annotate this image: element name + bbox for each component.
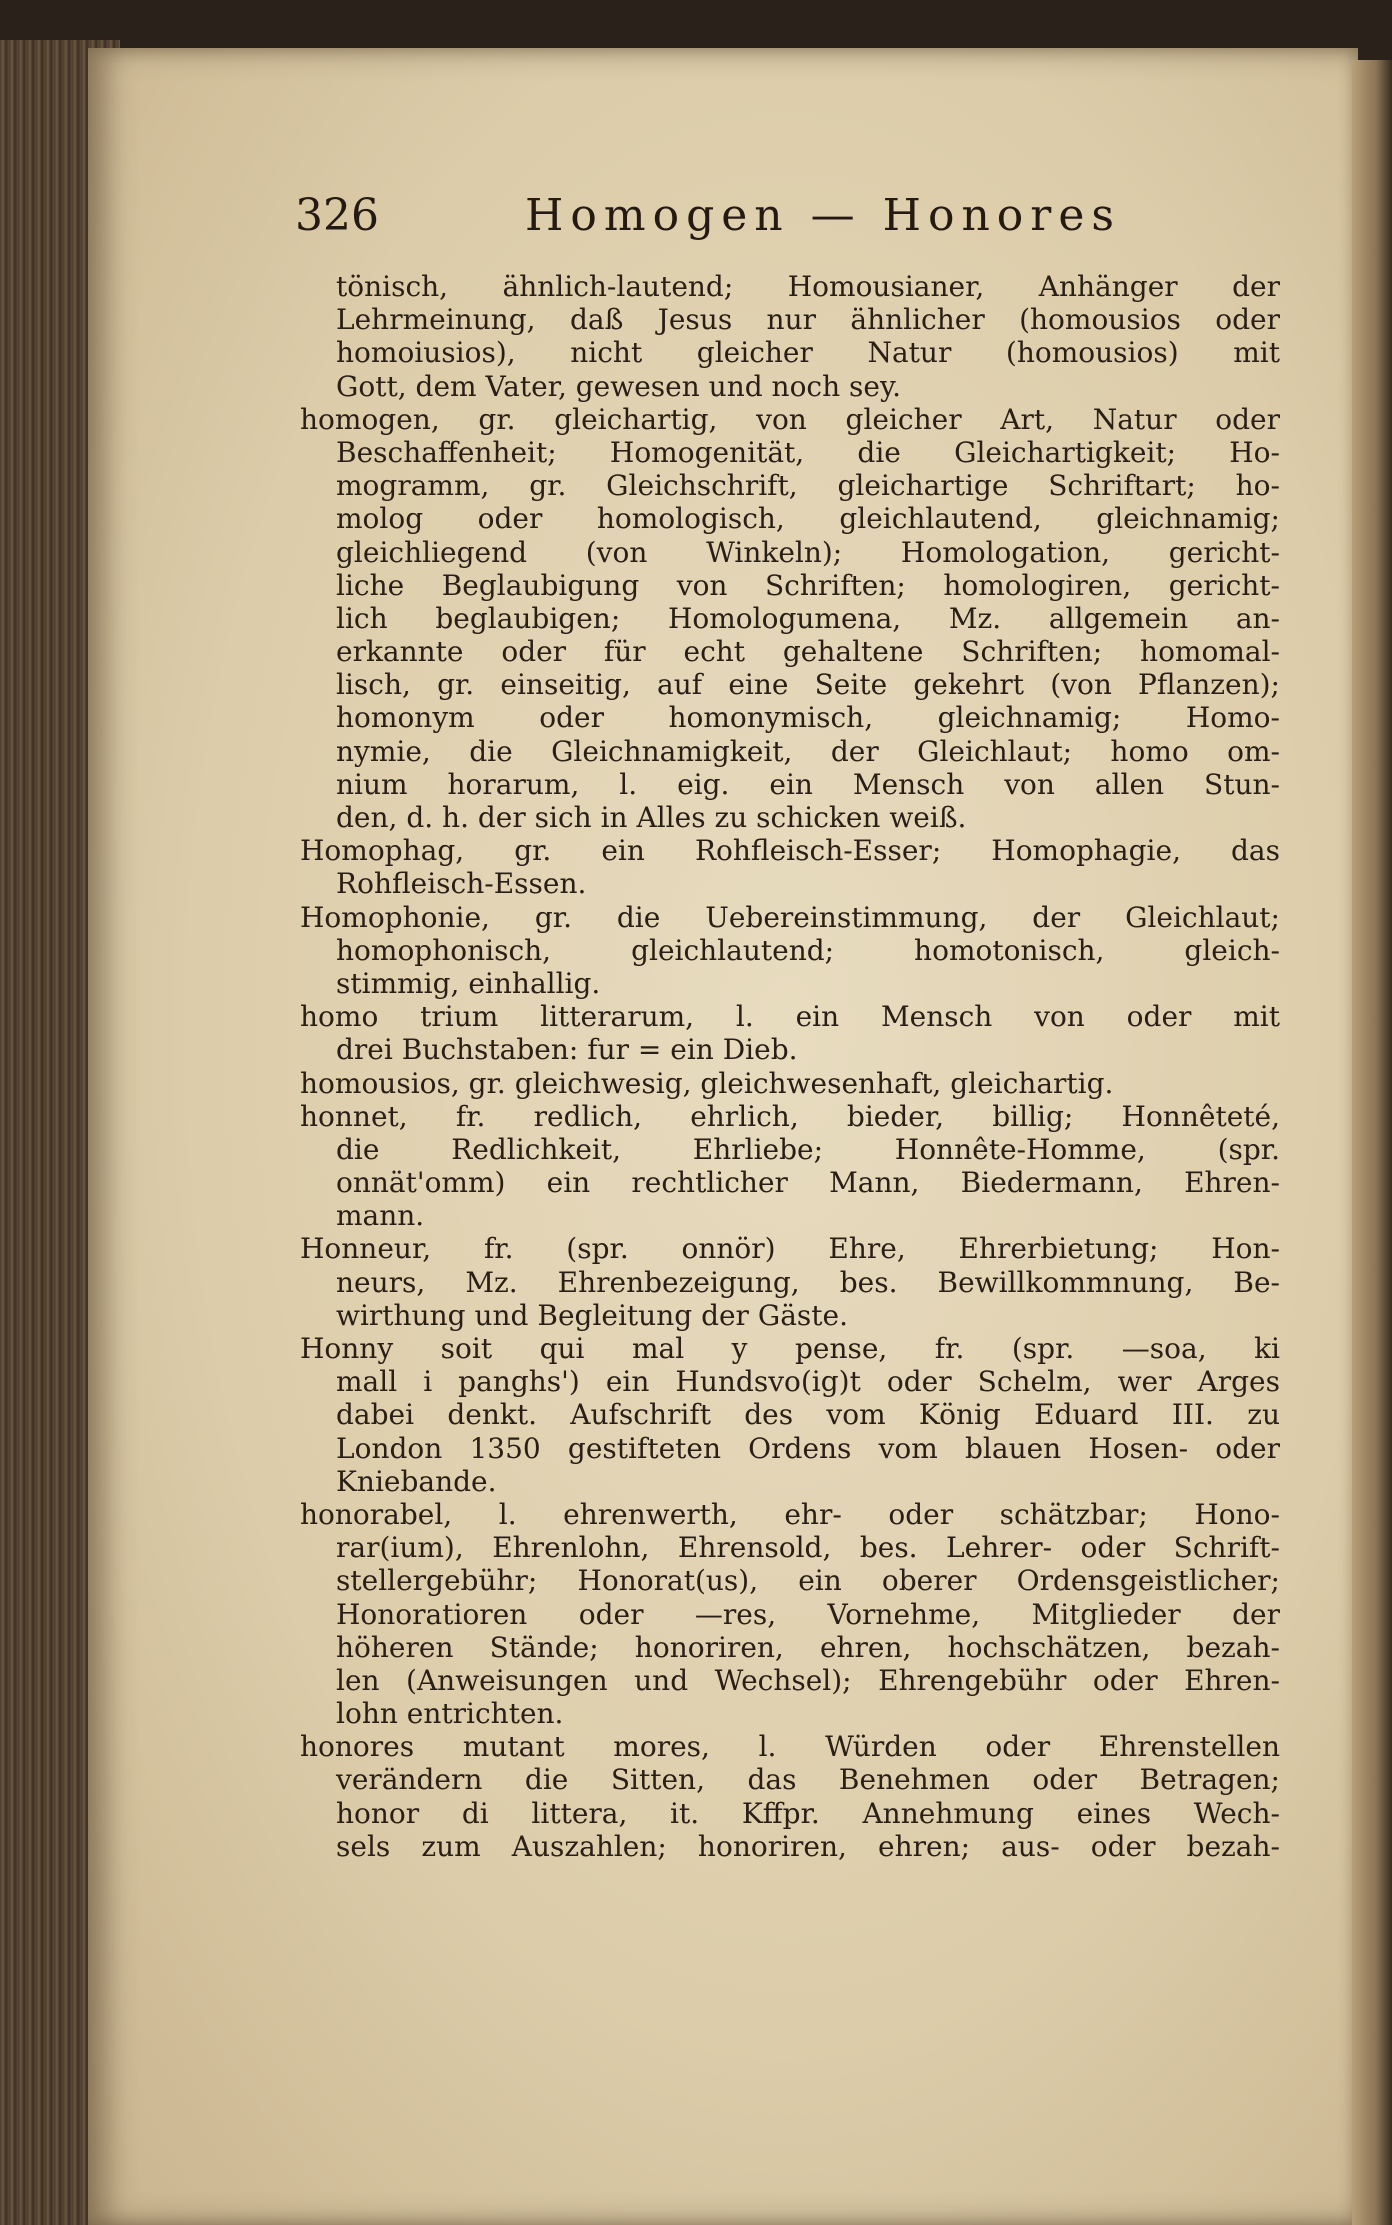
- text-line: Gott, dem Vater, gewesen und noch sey.: [336, 369, 901, 403]
- text-line: lisch, gr. einseitig, auf eine Seite gekehrt (von Pflanzen);: [336, 668, 1280, 702]
- text-line: len (Anweisungen und Wechsel); Ehrengebühr oder Ehren-: [336, 1663, 1280, 1697]
- text-line: die Redlichkeit, Ehrliebe; Honnête-Homme, (spr.: [336, 1132, 1280, 1166]
- text-line: dabei denkt. Aufschrift des vom König Eduard III. zu: [336, 1398, 1280, 1432]
- text-line: Lehrmeinung, daß Jesus nur ähnlicher (homousios oder: [336, 303, 1280, 337]
- text-line: London 1350 gestifteten Ordens vom blauen Hosen- oder: [336, 1431, 1280, 1465]
- running-head: Homogen — Honores: [525, 190, 1121, 241]
- entry-headword-line: homousios, gr. gleichwesig, gleichwesenhaft, gleichartig.: [300, 1066, 1114, 1100]
- entry-headword-line: homogen, gr. gleichartig, von gleicher Art, Natur oder: [300, 402, 1280, 436]
- text-line: onnät'omm) ein rechtlicher Mann, Biedermann, Ehren-: [336, 1166, 1280, 1200]
- entry-headword-line: homo trium litterarum, l. ein Mensch von oder mit: [300, 1000, 1280, 1034]
- text-line: mall i panghs') ein Hundsvo(ig)t oder Schelm, wer Arges: [336, 1365, 1280, 1399]
- text-line: nium horarum, l. eig. ein Mensch von allen Stun-: [336, 767, 1280, 801]
- text-line: erkannte oder für echt gehaltene Schriften; homomal-: [336, 635, 1280, 669]
- entry-headword-line: Homophonie, gr. die Uebereinstimmung, der Gleichlaut;: [300, 900, 1280, 934]
- text-line: homophonisch, gleichlautend; homotonisch, gleich-: [336, 933, 1280, 967]
- text-line: homoiusios), nicht gleicher Natur (homousios) mit: [336, 336, 1280, 370]
- page-number: 326: [295, 190, 379, 241]
- entry-headword-line: honorabel, l. ehrenwerth, ehr- oder schätzbar; Hono-: [300, 1497, 1280, 1531]
- entry-headword-line: honnet, fr. redlich, ehrlich, bieder, billig; Honnêteté,: [300, 1099, 1280, 1133]
- text-line: Rohfleisch-Essen.: [336, 867, 587, 901]
- page-header: [295, 190, 1255, 250]
- text-line: stellergebühr; Honorat(us), ein oberer Ordensgeistlicher;: [336, 1564, 1280, 1598]
- text-line: sels zum Auszahlen; honoriren, ehren; aus- oder bezah-: [336, 1829, 1280, 1863]
- text-line: lohn entrichten.: [336, 1697, 564, 1731]
- entry-headword-line: honores mutant mores, l. Würden oder Ehrenstellen: [300, 1730, 1280, 1764]
- dictionary-text: [300, 270, 1280, 1863]
- text-line: homonym oder homonymisch, gleichnamig; Homo-: [336, 701, 1280, 735]
- text-line: drei Buchstaben: fur = ein Dieb.: [336, 1033, 798, 1067]
- text-line: tönisch, ähnlich-lautend; Homousianer, Anhänger der: [336, 270, 1280, 303]
- entry-headword-line: Homophag, gr. ein Rohfleisch-Esser; Homophagie, das: [300, 834, 1280, 868]
- text-line: verändern die Sitten, das Benehmen oder Betragen;: [336, 1763, 1280, 1797]
- text-line: den, d. h. der sich in Alles zu schicken weiß.: [336, 801, 967, 834]
- entry-headword-line: Honny soit qui mal y pense, fr. (spr. —soa, ki: [300, 1332, 1280, 1365]
- text-line: mogramm, gr. Gleichschrift, gleichartige Schriftart; ho-: [336, 469, 1280, 503]
- text-line: stimmig, einhallig.: [336, 966, 601, 1000]
- text-line: liche Beglaubigung von Schriften; homologiren, gericht-: [336, 568, 1280, 602]
- text-line: Beschaffenheit; Homogenität, die Gleichartigkeit; Ho-: [336, 435, 1280, 469]
- text-line: rar(ium), Ehrenlohn, Ehrensold, bes. Lehrer- oder Schrift-: [336, 1531, 1280, 1565]
- text-line: honor di littera, it. Kffpr. Annehmung eines Wech-: [336, 1796, 1280, 1830]
- entry-headword-line: Honneur, fr. (spr. onnör) Ehre, Ehrerbietung; Hon-: [300, 1232, 1280, 1266]
- text-line: nymie, die Gleichnamigkeit, der Gleichlaut; homo om-: [336, 734, 1280, 768]
- text-line: Kniebande.: [336, 1464, 497, 1498]
- text-line: mann.: [336, 1199, 425, 1233]
- text-line: neurs, Mz. Ehrenbezeigung, bes. Bewillkommnung, Be-: [336, 1265, 1280, 1299]
- text-line: lich beglaubigen; Homologumena, Mz. allgemein an-: [336, 601, 1280, 635]
- text-line: wirthung und Begleitung der Gäste.: [336, 1298, 848, 1332]
- text-line: Honoratioren oder —res, Vornehme, Mitglieder der: [336, 1597, 1280, 1631]
- text-line: gleichliegend (von Winkeln); Homologation, gericht-: [336, 535, 1280, 569]
- page-right-edge: [1352, 60, 1392, 2225]
- text-line: molog oder homologisch, gleichlautend, gleichnamig;: [336, 502, 1280, 536]
- text-line: höheren Stände; honoriren, ehren, hochschätzen, bezah-: [336, 1630, 1280, 1664]
